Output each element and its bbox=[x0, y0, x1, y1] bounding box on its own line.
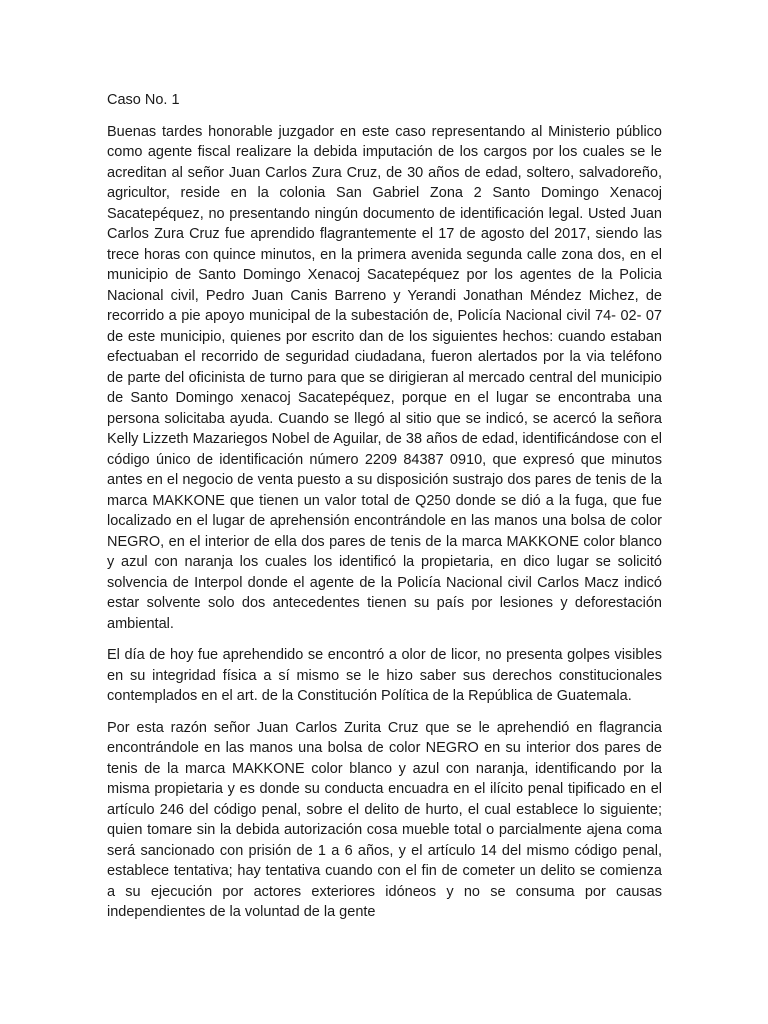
paragraph-facts: Buenas tardes honorable juzgador en este caso representando al Ministerio público como agente fiscal realizare la debida imputación de los cargos por los cuales se le acreditan al señor Juan Carlos Zura Cruz, de 30 años de edad, soltero, salvadoreño, agricultor, reside en la colonia San Gabriel Zona 2 Santo Domingo Xenacoj Sacatepéquez, no presentando ningún documento de identificación legal. Usted Juan Carlos Zura Cruz fue aprendido flagrantemente el 17 de agosto del 2017, siendo las trece horas con quince minutos, en la primera avenida segunda calle zona dos, en el municipio de Santo Domingo Xenacoj Sacatepéquez por los agentes de la Policia Nacional civil, Pedro Juan Canis Barreno y Yerandi Jonathan Méndez Michez, de recorrido a pie apoyo municipal de la subestación de, Policía Nacional civil 74- 02- 07 de este municipio, quienes por escrito dan de los siguientes hechos: cuando estaban efectuaban el recorrido de seguridad ciudadana, fueron alertados por la via teléfono de parte del oficinista de turno para que se dirigieran al mercado central del municipio de Santo Domingo xenacoj Sacatepéquez, porque en el lugar se encontraba una persona solicitaba ayuda. Cuando se llegó al sitio que se indicó, se acercó la señora Kelly Lizzeth Mazariegos Nobel de Aguilar, de 38 años de edad, identificándose con el código único de identificación número 2209 84387 0910, que expresó que minutos antes en el negocio de venta puesto a su disposición sustrajo dos pares de tenis de la marca MAKKONE que tienen un valor total de Q250 donde se dió a la fuga, que fue localizado en el lugar de aprehensión encontrándole en las manos una bolsa de color NEGRO, en el interior de ella dos pares de tenis de la marca MAKKONE color blanco y azul con naranja los cuales los identificó la propietaria, en dico lugar se solicitó solvencia de Interpol donde el agente de la Policía Nacional civil Carlos Macz indicó estar solvente solo dos antecedentes tienen su país por lesiones y deforestación ambiental. bbox=[107, 123, 662, 632]
document-page bbox=[107, 90, 662, 934]
paragraph-arrest-condition: El día de hoy fue aprehendido se encontró a olor de licor, no presenta golpes visibles en su integridad física a sí mismo se le hizo saber sus derechos constitucionales contemplados en el art. de la Constitución Política de la República de Guatemala. bbox=[107, 647, 662, 704]
paragraph-legal-basis: Por esta razón señor Juan Carlos Zurita Cruz que se le aprehendió en flagrancia encontrándole en las manos una bolsa de color NEGRO en su interior dos pares de tenis de la marca MAKKONE color blanco y azul con naranja, identificando por la misma propietaria y es donde su conducta encuadra en el ilícito penal tipificado en el artículo 246 del código penal, sobre el delito de hurto, el cual establece lo siguiente; quien tomare sin la debida autorización cosa mueble total o parcialmente ajena coma será sancionado con prisión de 1 a 6 años, y el artículo 14 del mismo código penal, establece tentativa; hay tentativa cuando con el fin de cometer un delito se comienza a su ejecución por actores exteriores idóneos y no se consuma por causas independientes de la voluntad de la gente bbox=[107, 719, 662, 920]
case-heading: Caso No. 1 bbox=[107, 92, 180, 108]
